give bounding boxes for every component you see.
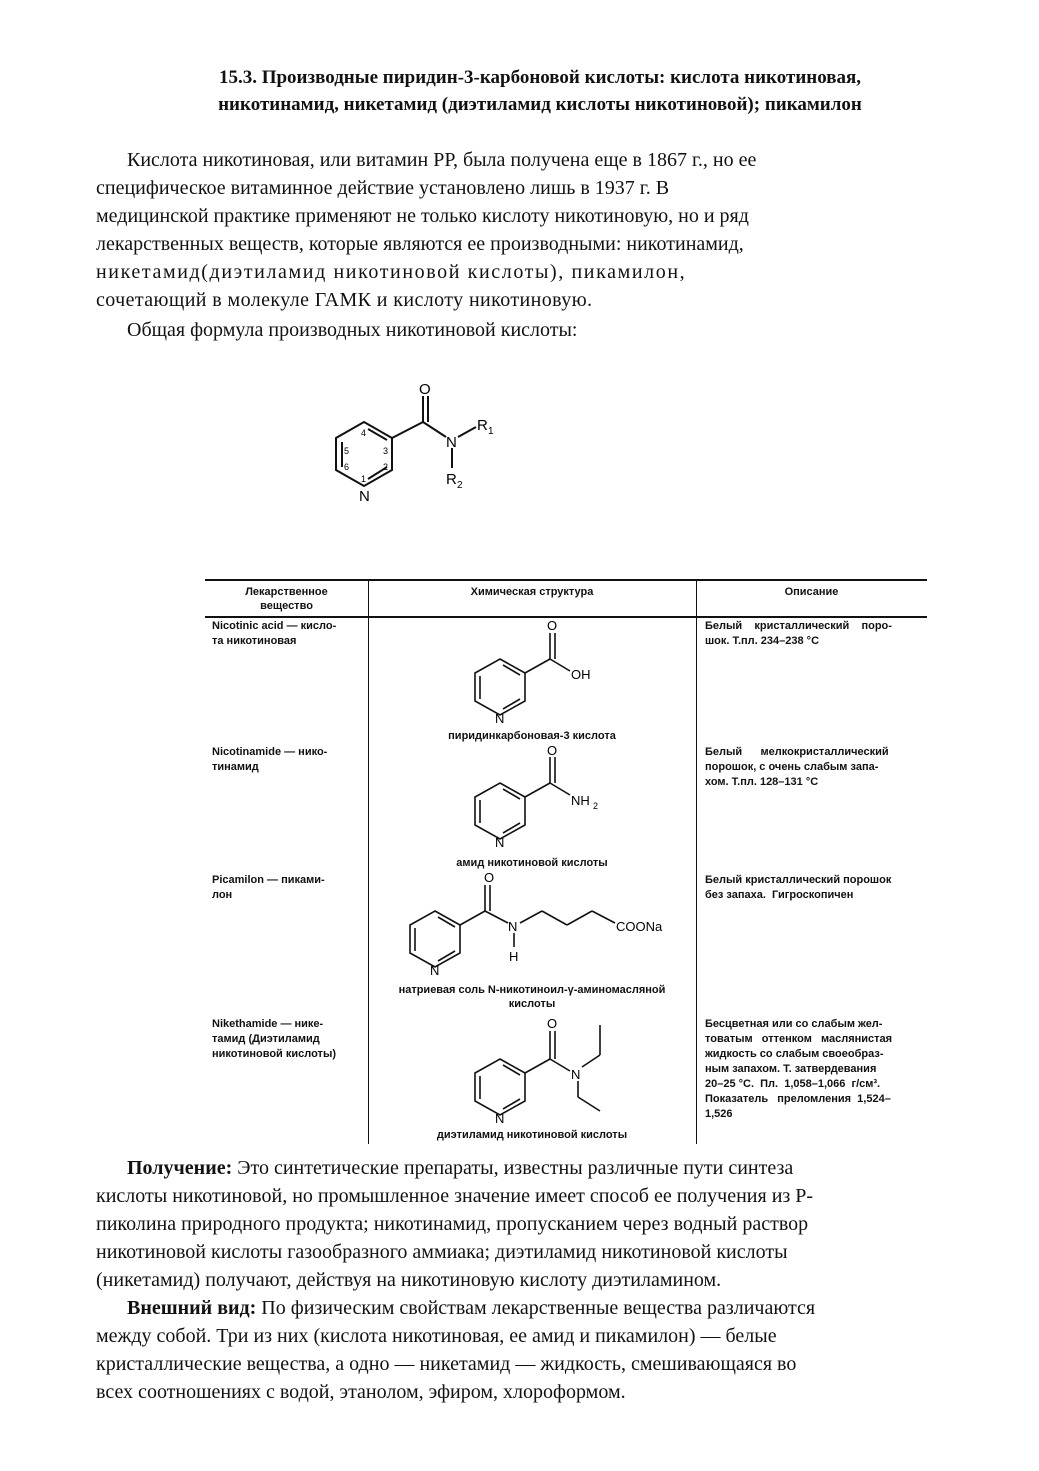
- gf-r1: R: [477, 417, 488, 434]
- gf-pos-4: 4: [361, 428, 367, 438]
- intro-line-3: медицинской практике применяют не только кислоту никотиновую, но и ряд: [96, 205, 749, 227]
- header-description: Описание: [784, 586, 839, 598]
- row4-description: [705, 1017, 921, 1122]
- row2-caption: амид никотиновой кислоты: [456, 857, 608, 869]
- gf-pos-6: 6: [344, 462, 350, 472]
- intro-line-4: лекарственных веществ, которые являются ее производными: никотинамид,: [96, 233, 744, 255]
- row2-name-line-2: тинамид: [212, 761, 259, 773]
- row4-desc-line-4: ным запахом. Т. затвердевания: [705, 1063, 877, 1075]
- header-drug-line-2: вещество: [260, 600, 313, 612]
- row4-desc-line-5: 20–25 °С. Пл. 1,058–1,066 г/см³.: [705, 1078, 881, 1090]
- heading-line-1: 15.3. Производные пиридин-3-карбоновой кислоты: кислота никотиновая,: [218, 67, 862, 88]
- appearance-line-3: кристаллические вещества, а одно — никетамид — жидкость, смешивающаяся во: [96, 1353, 797, 1375]
- intro-line-1: Кислота никотиновая, или витамин РР, была получена еще в 1867 г., но ее: [127, 149, 757, 171]
- gf-pos-1: 1: [361, 474, 367, 484]
- row3-coona: COONa: [616, 919, 663, 934]
- row3-amide-h: H: [509, 949, 519, 964]
- row1-ring-n: N: [495, 711, 505, 723]
- row3-desc-line-2: без запаха. Гигроскопичен: [705, 889, 854, 901]
- row2-desc-line-2: порошок, с очень слабым запа-: [705, 761, 879, 773]
- appearance-line-2: между собой. Три из них (кислота никотиновая, ее амид и пикамилон) — белые: [96, 1325, 777, 1347]
- row3-amide-n: N: [508, 919, 518, 934]
- appearance-line-1: [96, 1294, 986, 1322]
- general-formula-text: Общая формула производных никотиновой кислоты:: [127, 319, 578, 341]
- row4-name-line-3: никотиновой кислоты): [212, 1048, 336, 1060]
- heading-line-2: никотинамид, никетамид (диэтиламид кислоты никотиновой); пикамилон: [218, 94, 862, 115]
- header-structure: Химическая структура: [470, 586, 594, 598]
- gf-r1-sub: 1: [488, 426, 494, 437]
- appearance-line-4: всех соотношениях с водой, этанолом, эфиром, хлороформом.: [96, 1381, 626, 1403]
- row2-description: [705, 745, 921, 790]
- row3-name-line-2: лон: [212, 889, 233, 901]
- row4-structure: [460, 1015, 630, 1127]
- row4-ring-n: N: [495, 1111, 505, 1126]
- gf-amide-n: N: [446, 434, 457, 451]
- row3-desc-line-1: Белый кристаллический порошок: [705, 874, 892, 886]
- gf-pos-2: 2: [383, 462, 389, 472]
- row2-desc-line-1: Белый мелкокристаллический: [705, 746, 889, 758]
- obtaining-text-1: Это синтетические препараты, известны различные пути синтеза: [232, 1157, 794, 1179]
- gf-pos-3: 3: [383, 446, 389, 456]
- obtaining-line-5: (никетамид) получают, действуя на никотиновую кислоту диэтиламином.: [96, 1269, 722, 1291]
- row4-amide-n: N: [571, 1067, 581, 1082]
- obtaining-paragraph: [96, 1154, 986, 1294]
- row1-drug-name: [212, 619, 364, 649]
- row3-caption: [368, 983, 696, 1011]
- general-formula-structure: [320, 382, 520, 512]
- row1-structure: [460, 619, 610, 723]
- section-heading: [96, 64, 984, 118]
- gf-ring-n: N: [359, 488, 370, 505]
- row4-oxygen: O: [547, 1016, 558, 1031]
- row3-ring-n: N: [430, 963, 440, 978]
- row1-description: [705, 619, 921, 649]
- table-header-rule: [205, 616, 927, 618]
- appearance-label: Внешний вид:: [127, 1297, 257, 1319]
- header-drug: [205, 585, 368, 613]
- drug-table: [205, 579, 927, 1144]
- obtaining-line-4: никотиновой кислоты газообразного аммиака; диэтиламид никотиновой кислоты: [96, 1241, 788, 1263]
- row4-name-line-2: тамид (Диэтиламид: [212, 1033, 320, 1045]
- header-drug-line-1: Лекарственное: [245, 586, 328, 598]
- intro-paragraph: [96, 146, 986, 314]
- row3-caption-line-1: натриевая соль N-никотиноил-γ-аминомасляной: [398, 984, 666, 996]
- row3-name-line-1: Picamilon — пиками-: [212, 874, 325, 886]
- row2-nh: NH: [571, 793, 590, 808]
- gf-pos-5: 5: [344, 446, 350, 456]
- row4-desc-line-3: жидкость со слабым своеобраз-: [705, 1048, 884, 1060]
- row1-desc-line-1: Белый кристаллический поро-: [705, 620, 892, 632]
- row3-caption-line-2: кислоты: [508, 998, 556, 1010]
- gf-r2-sub: 2: [457, 480, 463, 491]
- obtaining-line-2: кислоты никотиновой, но промышленное значение имеет способ ее получения из Р-: [96, 1185, 814, 1207]
- row4-drug-name: [212, 1017, 364, 1062]
- row4-desc-line-6: Показатель преломления 1,524–: [705, 1093, 891, 1105]
- row4-name-line-1: Nikethamide — нике-: [212, 1018, 324, 1030]
- obtaining-label: Получение:: [127, 1157, 233, 1179]
- general-formula-caption: [96, 316, 986, 344]
- row3-drug-name: [212, 873, 364, 903]
- gf-oxygen: O: [419, 382, 431, 398]
- intro-line-6: сочетающий в молекуле ГАМК и кислоту никотиновую.: [96, 289, 593, 311]
- row2-desc-line-3: хом. Т.пл. 128–131 °С: [705, 776, 819, 788]
- obtaining-line-1: [96, 1154, 986, 1182]
- row2-drug-name: [212, 745, 364, 775]
- row2-oxygen: O: [547, 745, 558, 758]
- row1-desc-line-2: шок. Т.пл. 234–238 °С: [705, 635, 820, 647]
- appearance-paragraph: [96, 1294, 986, 1406]
- row2-ring-n: N: [495, 835, 505, 849]
- appearance-text-1: По физическим свойствам лекарственные вещества различаются: [256, 1297, 816, 1319]
- intro-line-2: специфическое витаминное действие установлено лишь в 1937 г. В: [96, 177, 670, 199]
- table-col-divider-2: [696, 579, 697, 1144]
- row4-desc-line-2: товатым оттенком маслянистая: [705, 1033, 893, 1045]
- row2-structure: [460, 745, 610, 849]
- row1-hydroxyl: OH: [571, 667, 591, 682]
- row3-structure: [395, 871, 685, 979]
- table-top-rule: [205, 579, 927, 581]
- row1-caption: пиридинкарбоновая-3 кислота: [448, 730, 616, 742]
- row3-oxygen: O: [484, 871, 495, 885]
- obtaining-line-3: пиколина природного продукта; никотинамид, пропусканием через водный раствор: [96, 1213, 809, 1235]
- row2-nh-sub: 2: [593, 801, 599, 811]
- row1-name-line-1: Nicotinic acid — кисло-: [212, 620, 337, 632]
- row2-name-line-1: Nicotinamide — нико-: [212, 746, 328, 758]
- row3-description: [705, 873, 921, 903]
- row1-oxygen: O: [547, 619, 558, 633]
- row1-name-line-2: та никотиновая: [212, 635, 297, 647]
- row4-caption: диэтиламид никотиновой кислоты: [436, 1129, 628, 1141]
- row4-desc-line-7: 1,526: [705, 1108, 733, 1120]
- intro-line-5: никетамид(диэтиламид никотиновой кислоты), пикамилон,: [96, 261, 687, 283]
- row4-desc-line-1: Бесцветная или со слабым жел-: [705, 1018, 883, 1030]
- gf-r2: R: [446, 471, 457, 488]
